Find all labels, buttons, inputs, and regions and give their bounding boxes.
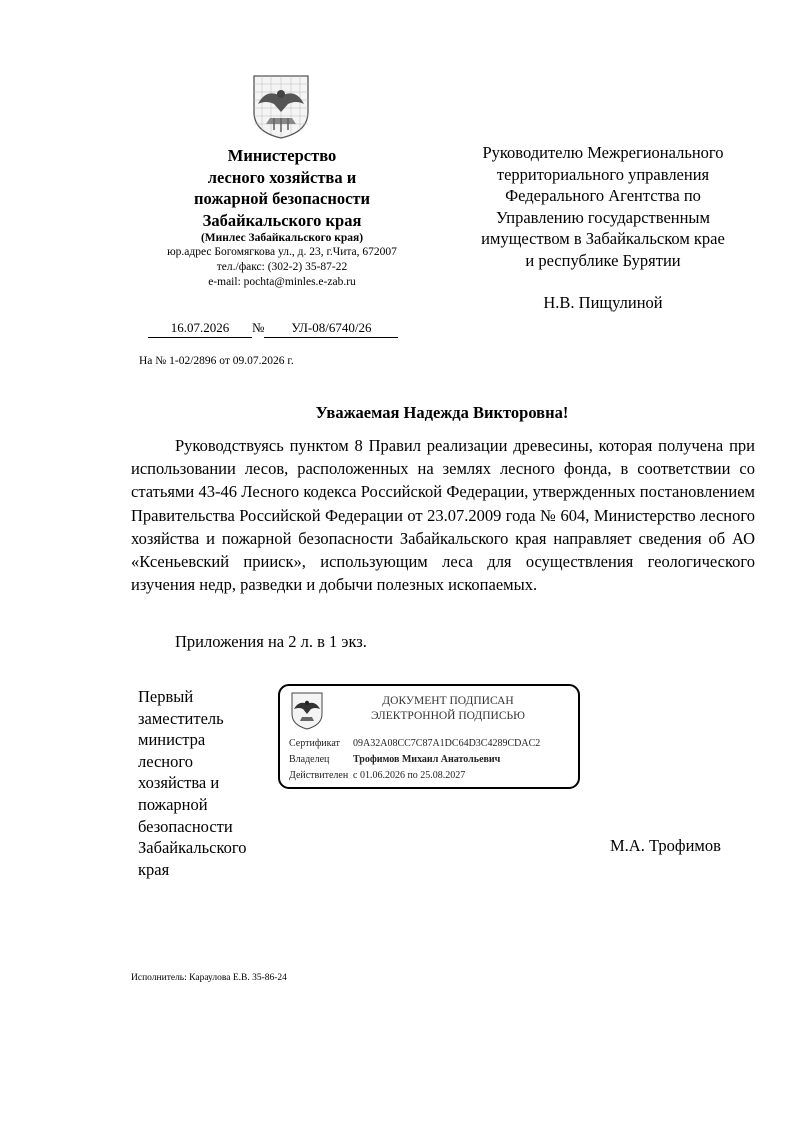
signer-title-line: пожарной: [138, 794, 208, 814]
number-sign: №: [252, 320, 265, 335]
electronic-signature-stamp: [278, 684, 580, 789]
signer-title-line: Первый: [138, 687, 194, 706]
signer-title-line: хозяйства и: [138, 773, 220, 793]
signer-title-line: края: [138, 859, 170, 879]
stamp-title-line: ЭЛЕКТРОННОЙ ПОДПИСЬЮ: [371, 709, 525, 722]
ministry-header: [130, 145, 434, 290]
signer-title-line: заместитель: [138, 708, 224, 728]
stamp-emblem-icon: [291, 692, 323, 730]
owner-row: [289, 754, 500, 766]
addressee-line: и республике Бурятии: [525, 250, 681, 270]
salutation: Уважаемая Надежда Викторовна!: [315, 403, 569, 422]
addressee-block: [455, 142, 751, 271]
ministry-phone: тел./факс: (302-2) 35-87-22: [216, 261, 348, 273]
stamp-title-line: ДОКУМЕНТ ПОДПИСАН: [382, 695, 514, 707]
ministry-name-line: Забайкальского края: [202, 210, 362, 230]
registration-date: 16.07.2026: [148, 320, 252, 338]
certificate-row: [289, 738, 540, 750]
addressee-line: Руководителю Межрегионального: [482, 143, 724, 162]
ministry-email: e-mail: pochta@minles.e-zab.ru: [208, 276, 356, 288]
addressee-line: имуществом в Забайкальском крае: [481, 229, 725, 248]
signer-title-line: безопасности: [138, 816, 233, 836]
signer-title: [138, 686, 270, 880]
signer-title-line: Забайкальского: [138, 838, 247, 858]
registration-line: [148, 320, 398, 338]
validity-label: Действителен: [289, 770, 349, 781]
coat-of-arms-emblem: [252, 74, 310, 140]
signer-title-line: лесного: [138, 751, 193, 771]
addressee-line: Федерального Агентства по: [505, 186, 701, 205]
reference-line: На № 1-02/2896 от 09.07.2026 г.: [139, 355, 294, 367]
validity-row: [289, 770, 465, 782]
ministry-address: юр.адрес Богомягкова ул., д. 23, г.Чита, 672007: [167, 246, 397, 258]
ministry-name-line: лесного хозяйства и: [207, 167, 357, 187]
executor-line: Исполнитель: Караулова Е.В. 35-86-24: [131, 973, 287, 983]
ministry-name-line: Министерство: [227, 146, 337, 165]
validity-value: с 01.06.2026 по 25.08.2027: [353, 770, 466, 781]
addressee-line: Управлению государственным: [496, 207, 710, 227]
signer-name: М.А. Трофимов: [610, 836, 721, 855]
addressee-line: территориального управления: [496, 164, 710, 184]
ministry-name-line: пожарной безопасности: [193, 189, 371, 208]
certificate-value: 09A32A08CC7C87A1DC64D3C4289CDAC2: [353, 738, 541, 749]
letter-body: Руководствуясь пунктом 8 Правил реализации древесины, которая получена при использовании лесов, расположенных на землях лесного фонда, в соответствии со статьями 43-46 Лесного кодекса Российской Федерации, утвержденных постановлением Правительства Российской Федерации от 23.07.2009 года № 604, Министерство лесного хозяйства и пожарной безопасности Забайкальского края направляет сведения об АО «Ксеньевский прииск», использующим леса для осуществления геологического изучения недр, разведки и добычи полезных ископаемых.: [131, 436, 755, 595]
registration-number: УЛ-08/6740/26: [264, 320, 398, 338]
certificate-label: Сертификат: [289, 738, 340, 749]
owner-value: Трофимов Михаил Анатольевич: [353, 754, 501, 765]
signer-title-line: министра: [138, 730, 206, 750]
ministry-short-name: (Минлес Забайкальского края): [200, 232, 364, 244]
addressee-name: Н.В. Пищулиной: [543, 293, 663, 312]
owner-label: Владелец: [289, 754, 330, 765]
appendix-note: Приложения на 2 л. в 1 экз.: [175, 632, 367, 651]
